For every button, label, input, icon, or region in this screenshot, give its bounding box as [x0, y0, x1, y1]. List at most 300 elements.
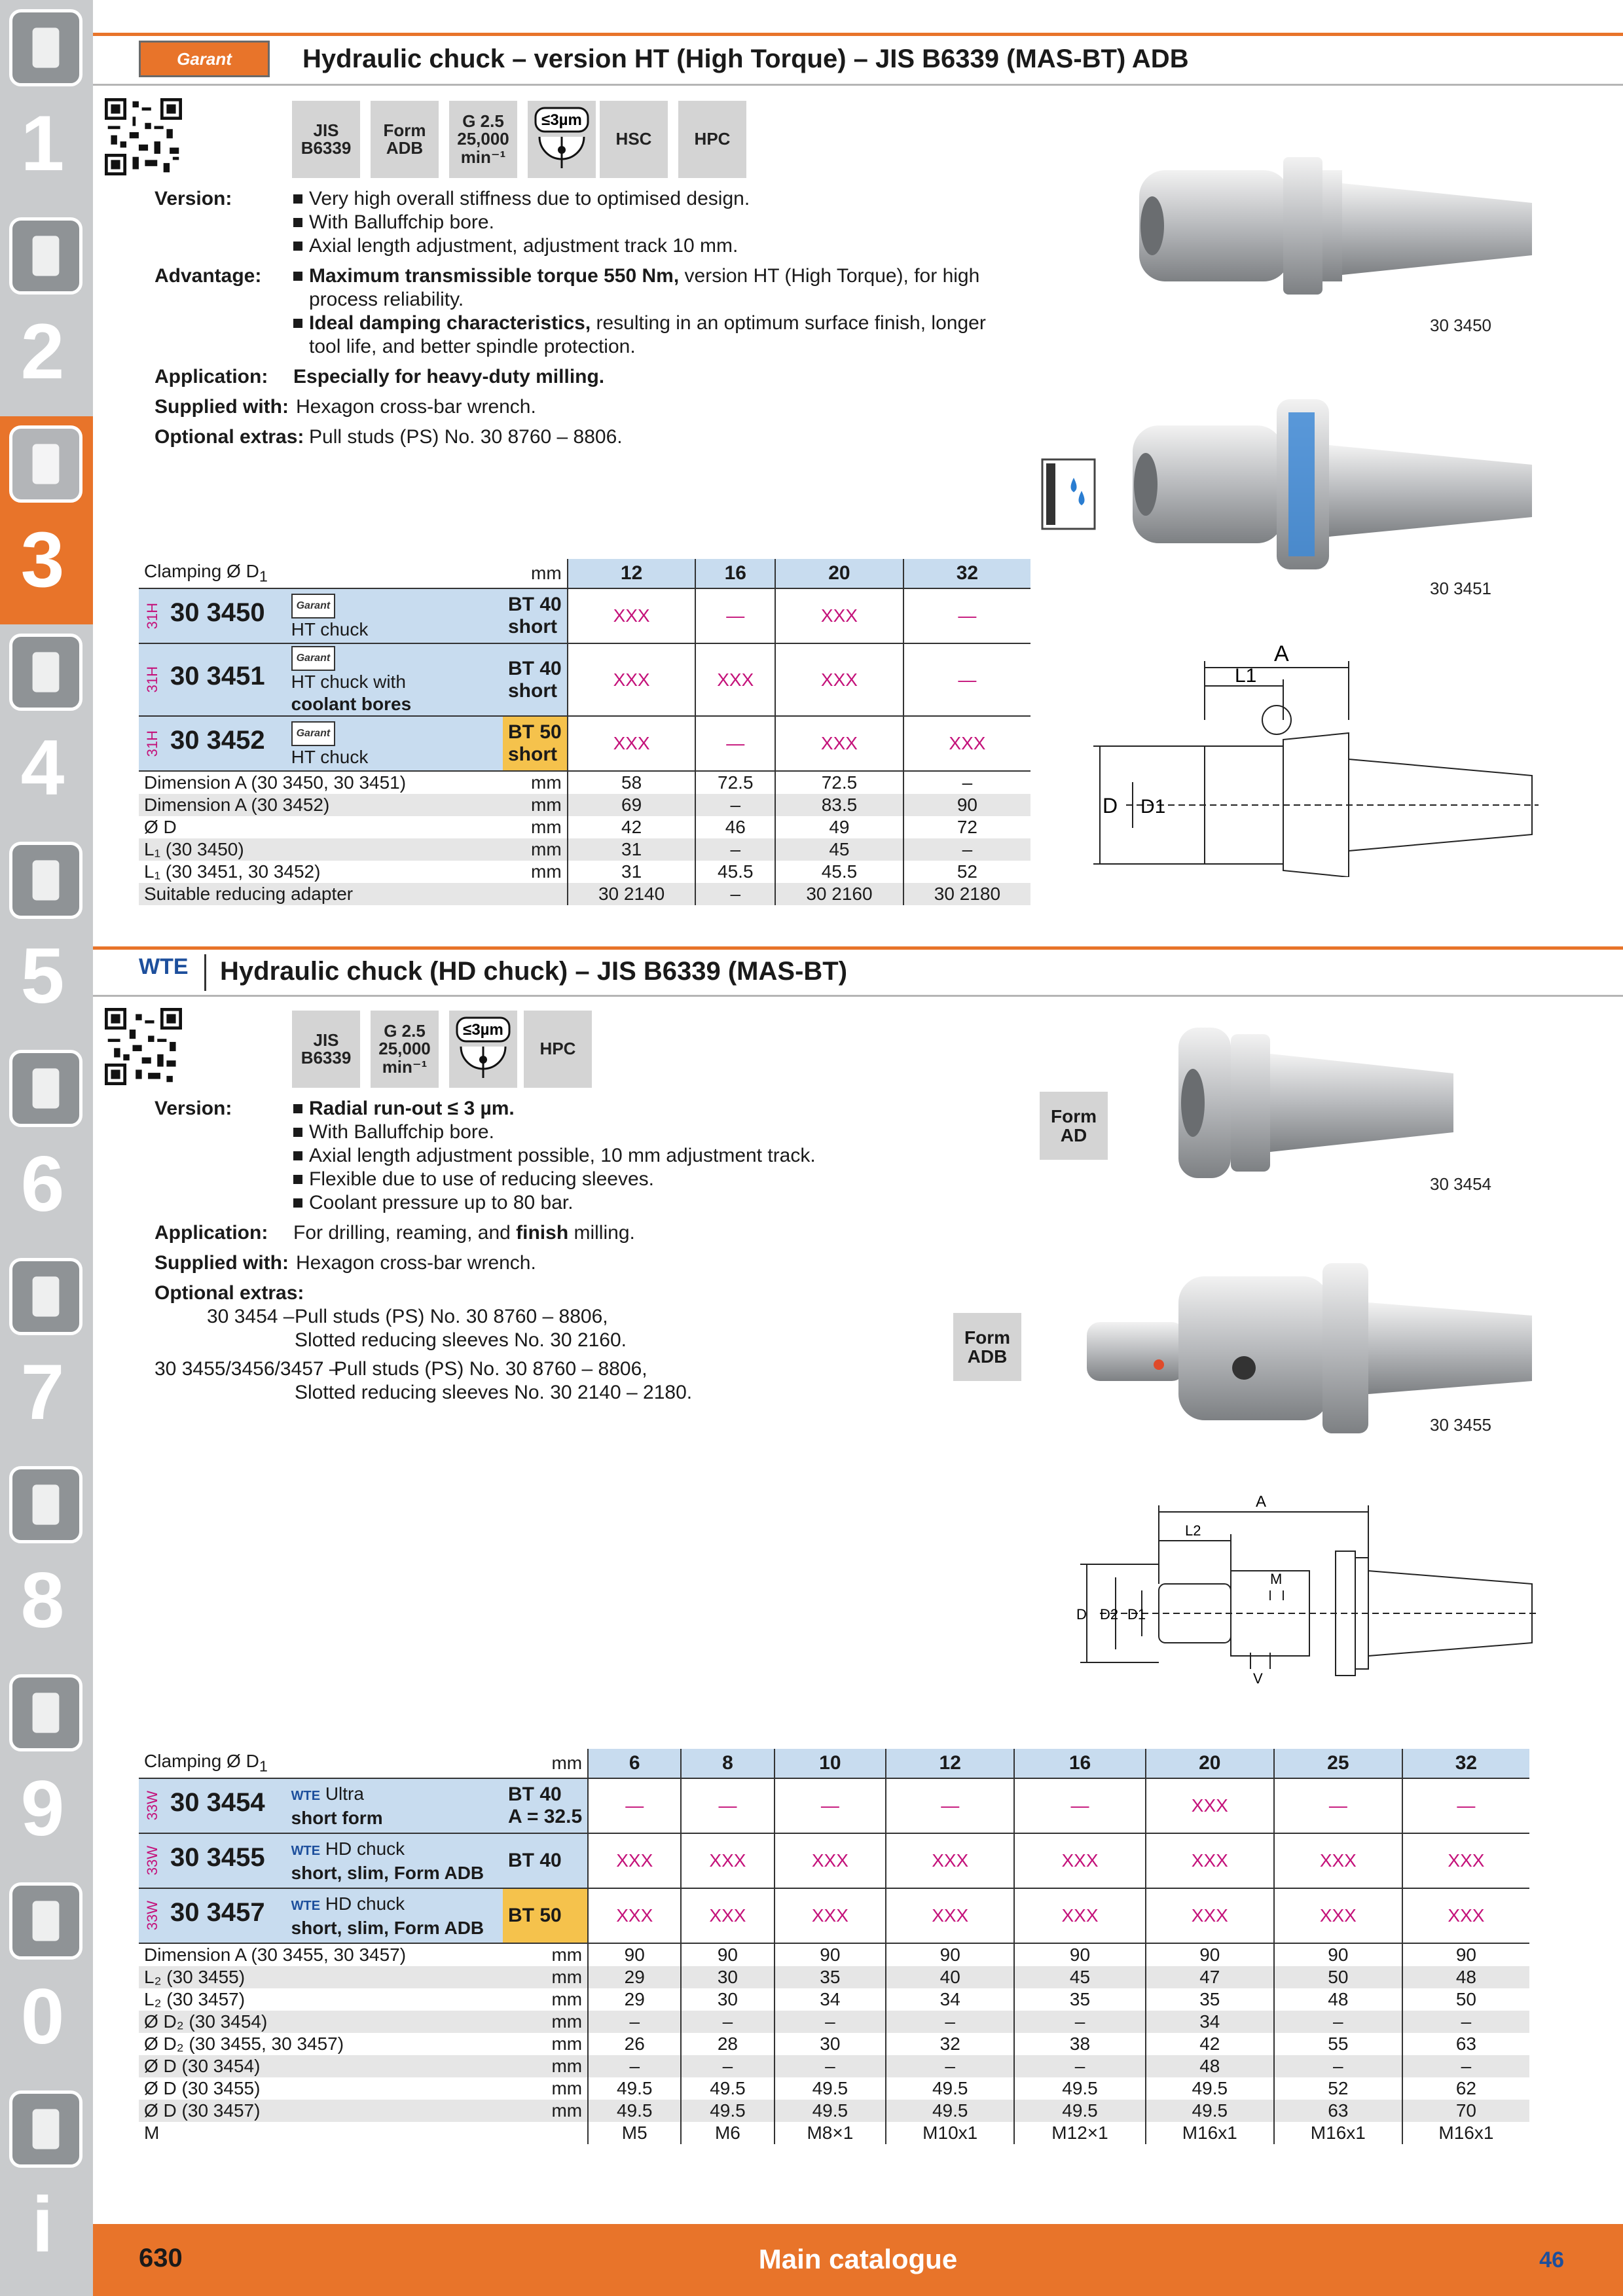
dimension-value: 90 [1014, 1943, 1146, 1966]
dimension-value: 45 [775, 838, 903, 861]
section2-description [155, 1097, 1006, 1411]
table1-col: 20 [775, 559, 903, 588]
version-line-5: Coolant pressure up to 80 bar. [309, 1192, 574, 1213]
table2-col: 10 [775, 1749, 886, 1778]
dimension-value: 49.5 [775, 2077, 886, 2100]
group-code: 31H [144, 666, 160, 693]
table2-articles [139, 1778, 1529, 1943]
application-label: Application: [155, 366, 268, 387]
article-name-2: short, slim, Form ADB [291, 1917, 484, 1938]
dimension-label: Ø D [144, 817, 177, 837]
dimension-value: 90 [1274, 1943, 1402, 1966]
availability-cell[interactable]: XXX [1146, 1778, 1274, 1833]
wte-mini-logo: WTE [291, 1843, 321, 1858]
hpc-badge: HPC [524, 1011, 592, 1088]
drill-icon [9, 9, 82, 86]
availability-cell[interactable]: XXX [568, 716, 696, 771]
group-code: 33W [144, 1901, 160, 1931]
optional-label: Optional extras: [155, 426, 304, 448]
sidebar-tab-0[interactable] [0, 1873, 93, 2081]
dimension-label: Ø D (30 3457) [139, 2100, 503, 2122]
dimension-value: 58 [568, 771, 696, 794]
wte-mini-logo: WTE [291, 1898, 321, 1913]
dimension-value: 31 [568, 838, 696, 861]
dimension-row [139, 1988, 1529, 2011]
availability-cell[interactable]: XXX [695, 643, 775, 716]
section1-description [155, 187, 1006, 462]
dimension-value: 83.5 [775, 794, 903, 816]
table2-col: 16 [1014, 1749, 1146, 1778]
sidebar-tab-8[interactable] [0, 1457, 93, 1665]
dimension-unit: mm [551, 1945, 583, 1965]
insert-icon [9, 217, 82, 295]
supplied-text: Hexagon cross-bar wrench. [296, 396, 536, 418]
dimension-value: – [775, 2055, 886, 2077]
dimension-label: L₁ (30 3451, 30 3452) [144, 861, 321, 882]
sidebar-tab-number: 3 [20, 516, 65, 603]
dimension-row [139, 2033, 1529, 2055]
dimension-label: Ø D₂ (30 3455, 30 3457) [144, 2034, 344, 2054]
dim-d-label: D [1103, 794, 1118, 817]
image-label-303454: 30 3454 [1430, 1174, 1491, 1194]
table2-col: 20 [1146, 1749, 1274, 1778]
dimension-value: 48 [1402, 1966, 1529, 1988]
availability-cell[interactable]: — [1014, 1778, 1146, 1833]
wte-mini-logo: WTE [291, 1788, 321, 1803]
dimension-row [139, 861, 1030, 883]
sidebar-tab-number: 2 [20, 308, 65, 395]
sidebar-tab-9[interactable] [0, 1665, 93, 1873]
dimension-value: – [1402, 2011, 1529, 2033]
availability-cell[interactable]: XXX [681, 1833, 774, 1888]
sidebar-tab-number: 5 [20, 932, 65, 1020]
machine-interface: BT 40 A = 32.5 [503, 1778, 588, 1833]
optional-ref-2: 30 3455/3456/3457 – [155, 1358, 340, 1380]
availability-cell[interactable]: XXX [681, 1888, 774, 1943]
pdf-page-number: 46 [1539, 2248, 1564, 2272]
garant-logo: Garant [139, 41, 270, 77]
dimension-value: 90 [775, 1943, 886, 1966]
dimension-value: 52 [1274, 2077, 1402, 2100]
dimension-value: 29 [588, 1966, 681, 1988]
availability-cell[interactable]: XXX [775, 716, 903, 771]
supplied-text: Hexagon cross-bar wrench. [296, 1252, 536, 1274]
availability-cell[interactable]: — [681, 1778, 774, 1833]
spec-table-2 [139, 1749, 1529, 2144]
dimension-value: 49.5 [886, 2100, 1014, 2122]
dimension-value: M10x1 [886, 2122, 1014, 2144]
dimension-unit [503, 883, 568, 905]
dimension-value: 30 2140 [568, 883, 696, 905]
spec-table-1 [139, 559, 1030, 905]
dimension-value: 48 [1146, 2055, 1274, 2077]
dimension-row [139, 2100, 1529, 2122]
dimension-value: 72.5 [695, 771, 775, 794]
dimension-value: 49.5 [681, 2100, 774, 2122]
chapter-sidebar [0, 0, 93, 2296]
availability-cell[interactable]: XXX [775, 643, 903, 716]
jis-badge: JIS B6339 [292, 101, 360, 178]
dimension-value: M8×1 [775, 2122, 886, 2144]
dimension-label: M [144, 2123, 160, 2143]
dimension-unit: mm [531, 861, 562, 882]
article-number[interactable]: 30 3450 [170, 598, 265, 627]
dimension-value: 49 [775, 816, 903, 838]
optional-label: Optional extras: [155, 1282, 304, 1304]
availability-cell[interactable]: — [1402, 1778, 1529, 1833]
dimension-value: 90 [1402, 1943, 1529, 1966]
dimension-value: 49.5 [1146, 2077, 1274, 2100]
optional-1-line-1: Pull studs (PS) No. 30 8760 – 8806, [295, 1306, 608, 1327]
dimension-value: 35 [1014, 1988, 1146, 2011]
hpc-badge: HPC [678, 101, 746, 178]
dimension-value: M16x1 [1146, 2122, 1274, 2144]
availability-cell[interactable]: XXX [775, 588, 903, 643]
runout-label: ≤3µm [463, 1021, 503, 1039]
dimension-label: Ø D (30 3454) [139, 2055, 503, 2077]
cabinet-icon [9, 1674, 82, 1751]
dimension-value: 49.5 [1014, 2077, 1146, 2100]
section2-header-rule [93, 995, 1623, 997]
runout-label: ≤3µm [541, 111, 582, 129]
article-row-303454[interactable] [139, 1778, 1529, 1833]
dimension-value: 35 [1146, 1988, 1274, 2011]
sidebar-tab-number: 9 [20, 1765, 65, 1852]
sidebar-tab-3[interactable] [0, 416, 93, 624]
dimension-value: 46 [695, 816, 775, 838]
dimension-value: 31 [568, 861, 696, 883]
dimension-row [139, 2055, 1529, 2077]
section1-title: Hydraulic chuck – version HT (High Torque) – JIS B6339 (MAS-BT) ADB [302, 45, 1189, 73]
optional-2-line-1: Pull studs (PS) No. 30 8760 – 8806, [334, 1358, 647, 1380]
dimension-value: 30 2180 [903, 883, 1030, 905]
article-number[interactable]: 30 3451 [170, 661, 265, 691]
garant-mini-logo: Garant [291, 721, 336, 746]
dim-l2-label: L2 [1185, 1522, 1201, 1539]
dimension-value: 63 [1402, 2033, 1529, 2055]
dimension-value: 49.5 [1014, 2100, 1146, 2122]
dimension-row [139, 883, 1030, 905]
sidebar-tab-2[interactable] [0, 208, 93, 416]
availability-cell[interactable]: XXX [568, 643, 696, 716]
availability-cell[interactable]: — [903, 588, 1030, 643]
dim-d-label: D [1076, 1606, 1087, 1623]
dimension-value: 45.5 [695, 861, 775, 883]
dimension-value: 45 [1014, 1966, 1146, 1988]
availability-cell[interactable]: XXX [568, 588, 696, 643]
dimension-value: – [886, 2055, 1014, 2077]
dimension-row [139, 771, 1030, 794]
group-code: 33W [144, 1846, 160, 1876]
version-label: Version: [155, 188, 232, 209]
table2-col: 32 [1402, 1749, 1529, 1778]
dimension-unit: mm [503, 2011, 588, 2033]
dimension-value: 49.5 [588, 2077, 681, 2100]
availability-cell[interactable]: XXX [1014, 1888, 1146, 1943]
optional-text: Pull studs (PS) No. 30 8760 – 8806. [309, 426, 623, 448]
sidebar-tab-number: 6 [20, 1140, 65, 1228]
group-code: 31H [144, 730, 160, 757]
article-row-303452[interactable] [139, 716, 1030, 771]
availability-cell[interactable]: XXX [1014, 1833, 1146, 1888]
dimension-value: 90 [588, 1943, 681, 1966]
form-badge: Form ADB [371, 101, 439, 178]
wrench-icon [9, 1050, 82, 1127]
runout-badge [449, 1011, 517, 1088]
machine-interface: BT 50 [503, 1888, 588, 1943]
dimension-label: Dimension A (30 3450, 30 3451) [144, 772, 407, 793]
dimension-value: 34 [886, 1988, 1014, 2011]
dimension-value: 63 [1274, 2100, 1402, 2122]
sidebar-tab-5[interactable] [0, 833, 93, 1041]
dimension-label: L₁ (30 3450) [139, 838, 503, 861]
dimension-value: – [1014, 2011, 1146, 2033]
toolholder-icon [9, 425, 82, 503]
hsc-badge: HSC [600, 101, 668, 178]
availability-cell[interactable]: XXX [886, 1888, 1014, 1943]
dimension-value: 42 [568, 816, 696, 838]
availability-cell[interactable]: XXX [903, 716, 1030, 771]
qr-code[interactable] [105, 1008, 182, 1085]
dimension-value: – [886, 2011, 1014, 2033]
dimension-unit: mm [503, 2100, 588, 2122]
dim-d1-label: D1 [1140, 796, 1166, 817]
dimension-value: 72.5 [775, 771, 903, 794]
dimension-value: 40 [886, 1966, 1014, 1988]
availability-cell[interactable]: XXX [1146, 1833, 1274, 1888]
dimension-label: L₂ (30 3455) [139, 1966, 503, 1988]
sidebar-tab-number: i [31, 2181, 54, 2269]
dimension-row [139, 1966, 1529, 1988]
table1-col: 16 [695, 559, 775, 588]
dimension-value: – [588, 2011, 681, 2033]
dimension-value: – [588, 2055, 681, 2077]
table1-dimensions [139, 771, 1030, 905]
advantage-1-bold: Maximum transmissible torque 550 Nm, [309, 265, 680, 287]
table1-header-label: Clamping Ø $D_1$ [139, 559, 503, 588]
sidebar-tab-number: 7 [20, 1348, 65, 1436]
machine-interface: BT 50 short [503, 716, 568, 771]
availability-cell[interactable]: — [695, 716, 775, 771]
dimension-value: – [903, 838, 1030, 861]
article-name: Ultra [325, 1783, 364, 1804]
version-line-3: Axial length adjustment possible, 10 mm adjustment track. [309, 1145, 816, 1166]
garant-mini-logo: Garant [291, 646, 336, 671]
workbench-icon [9, 1466, 82, 1543]
article-row-303455[interactable] [139, 1833, 1529, 1888]
advantage-label: Advantage: [155, 265, 262, 287]
dim-d1-label: D1 [1127, 1606, 1146, 1623]
optional-2-line-2: Slotted reducing sleeves No. 30 2140 – 2180. [295, 1382, 693, 1403]
advantage-2-cont: tool life, and better spindle protection. [309, 336, 636, 357]
availability-cell[interactable]: — [886, 1778, 1014, 1833]
dimension-row [139, 794, 1030, 816]
dimension-value: 47 [1146, 1966, 1274, 1988]
table1-col: 32 [903, 559, 1030, 588]
article-number[interactable]: 30 3457 [170, 1897, 265, 1927]
machine-interface: BT 40 [503, 1833, 588, 1888]
balance-badge: G 2.5 25,000 min⁻¹ [371, 1011, 439, 1088]
article-number[interactable]: 30 3455 [170, 1842, 265, 1872]
dimension-value: 69 [568, 794, 696, 816]
dimension-value: 30 [775, 2033, 886, 2055]
dim-l1-label: L1 [1235, 665, 1257, 687]
dimension-unit [503, 2122, 588, 2144]
table2-dimensions [139, 1943, 1529, 2144]
availability-cell[interactable]: — [1274, 1778, 1402, 1833]
sidebar-tab-number: 0 [20, 1973, 65, 2060]
table1-col: 12 [568, 559, 696, 588]
sidebar-tab-4[interactable] [0, 624, 93, 833]
article-row-303451[interactable] [139, 643, 1030, 716]
advantage-2-text: resulting in an optimum surface finish, longer [591, 312, 986, 334]
dimension-value: 28 [681, 2033, 774, 2055]
dimension-value: – [681, 2011, 774, 2033]
section1-top-rule [93, 33, 1623, 36]
article-name-2: short form [291, 1807, 383, 1828]
garant-mini-logo: Garant [291, 594, 336, 619]
dimension-value: 34 [1146, 2011, 1274, 2033]
sidebar-tab-i[interactable] [0, 2081, 93, 2289]
dimension-value: 49.5 [886, 2077, 1014, 2100]
dimension-unit: mm [503, 794, 568, 816]
article-name: HD chuck [325, 1893, 405, 1914]
dimension-value: M16x1 [1274, 2122, 1402, 2144]
product-image-303451 [1113, 386, 1545, 583]
availability-cell[interactable]: XXX [1402, 1888, 1529, 1943]
availability-cell[interactable]: XXX [1146, 1888, 1274, 1943]
dimension-label: Dimension A (30 3452) [139, 794, 503, 816]
dimension-value: 62 [1402, 2077, 1529, 2100]
supplied-label: Supplied with: [155, 396, 289, 418]
dimension-row [139, 2077, 1529, 2100]
form-adb-badge: Form ADB [953, 1313, 1021, 1381]
version-line-1: Very high overall stiffness due to optimised design. [309, 188, 750, 209]
sidebar-tab-1[interactable] [0, 0, 93, 208]
dim-m-label: M [1270, 1571, 1283, 1587]
version-line-2: With Balluffchip bore. [309, 1121, 494, 1143]
logo-divider [204, 954, 206, 991]
dimension-value: 70 [1402, 2100, 1529, 2122]
dimension-value: 29 [588, 1988, 681, 2011]
sidebar-tab-6[interactable] [0, 1041, 93, 1249]
optional-ref-1: 30 3454 – [207, 1306, 295, 1327]
article-name: HT chuck [291, 746, 369, 767]
dim-a-label: A [1274, 641, 1289, 666]
section2-title: Hydraulic chuck (HD chuck) – JIS B6339 (MAS-BT) [220, 957, 848, 986]
page-number: 630 [139, 2244, 183, 2272]
form-ad-badge: Form AD [1040, 1092, 1108, 1160]
article-number[interactable]: 30 3452 [170, 725, 265, 755]
availability-cell[interactable]: XXX [1274, 1833, 1402, 1888]
section2-top-rule [93, 946, 1623, 950]
availability-cell[interactable]: — [775, 1778, 886, 1833]
dimension-value: 48 [1274, 1988, 1402, 2011]
dimension-value: – [695, 794, 775, 816]
availability-cell[interactable]: XXX [1274, 1888, 1402, 1943]
dimension-label: Ø D (30 3455) [144, 2078, 261, 2098]
article-name-2: coolant bores [291, 694, 412, 714]
balance-badge: G 2.5 25,000 min⁻¹ [449, 101, 517, 178]
machine-interface: BT 40 short [503, 643, 568, 716]
info-icon [9, 2090, 82, 2168]
dim-d2-label: D2 [1100, 1606, 1119, 1623]
dimension-value: – [1274, 2055, 1402, 2077]
dim-v-label: V [1253, 1670, 1263, 1687]
optional-1-line-2: Slotted reducing sleeves No. 30 2160. [295, 1329, 627, 1351]
runout-gauge-icon [530, 105, 593, 173]
application-label: Application: [155, 1222, 268, 1244]
availability-cell[interactable]: XXX [775, 1833, 886, 1888]
dimension-unit: mm [503, 2055, 588, 2077]
dimension-value: M16x1 [1402, 2122, 1529, 2144]
dimension-value: 50 [1274, 1966, 1402, 1988]
technical-drawing-1 [1087, 641, 1558, 877]
dimension-value: – [903, 771, 1030, 794]
dimension-value: 90 [681, 1943, 774, 1966]
product-image-303454 [1165, 1021, 1467, 1185]
table1-header-unit: mm [503, 559, 568, 588]
article-row-303457[interactable] [139, 1888, 1529, 1943]
sidebar-tab-7[interactable] [0, 1249, 93, 1457]
availability-cell[interactable]: — [695, 588, 775, 643]
article-row-303450[interactable] [139, 588, 1030, 643]
dimension-value: – [695, 883, 775, 905]
section1-header-rule [93, 84, 1623, 86]
qr-code[interactable] [105, 98, 182, 175]
dimension-value: – [1014, 2055, 1146, 2077]
dim-a-label: A [1256, 1493, 1267, 1511]
safety-glasses-icon [9, 1882, 82, 1960]
availability-cell[interactable]: XXX [588, 1888, 681, 1943]
availability-cell[interactable]: XXX [775, 1888, 886, 1943]
availability-cell[interactable]: — [588, 1778, 681, 1833]
availability-cell[interactable]: XXX [1402, 1833, 1529, 1888]
sidebar-tab-number: 4 [20, 724, 65, 812]
page-footer [93, 2224, 1623, 2296]
table2-col: 25 [1274, 1749, 1402, 1778]
dimension-value: 45.5 [775, 861, 903, 883]
dimension-value: 90 [886, 1943, 1014, 1966]
advantage-1-cont: process reliability. [309, 289, 464, 310]
runout-badge [528, 101, 596, 178]
dimension-value: 90 [1146, 1943, 1274, 1966]
dimension-row [139, 816, 1030, 838]
availability-cell[interactable]: — [903, 643, 1030, 716]
dimension-value: 30 2160 [775, 883, 903, 905]
technical-drawing-2 [1074, 1492, 1545, 1702]
availability-cell[interactable]: XXX [588, 1833, 681, 1888]
caliper-icon [9, 634, 82, 711]
image-label-303450: 30 3450 [1430, 315, 1491, 335]
table2-header-label: Clamping Ø $D_1$ [139, 1749, 503, 1778]
dimension-row [139, 2011, 1529, 2033]
dimension-value: 38 [1014, 2033, 1146, 2055]
coolant-icon [1041, 458, 1096, 530]
availability-cell[interactable]: XXX [886, 1833, 1014, 1888]
group-code: 33W [144, 1791, 160, 1821]
jis-badge: JIS B6339 [292, 1011, 360, 1088]
dimension-unit: mm [551, 1989, 583, 2009]
dimension-value: – [1274, 2011, 1402, 2033]
dimension-value: 49.5 [775, 2100, 886, 2122]
catalogue-title: Main catalogue [758, 2244, 958, 2274]
dimension-value: 52 [903, 861, 1030, 883]
table2-col: 12 [886, 1749, 1014, 1778]
sidebar-tab-number: 8 [20, 1556, 65, 1644]
article-number[interactable]: 30 3454 [170, 1787, 265, 1817]
dimension-value: M12×1 [1014, 2122, 1146, 2144]
